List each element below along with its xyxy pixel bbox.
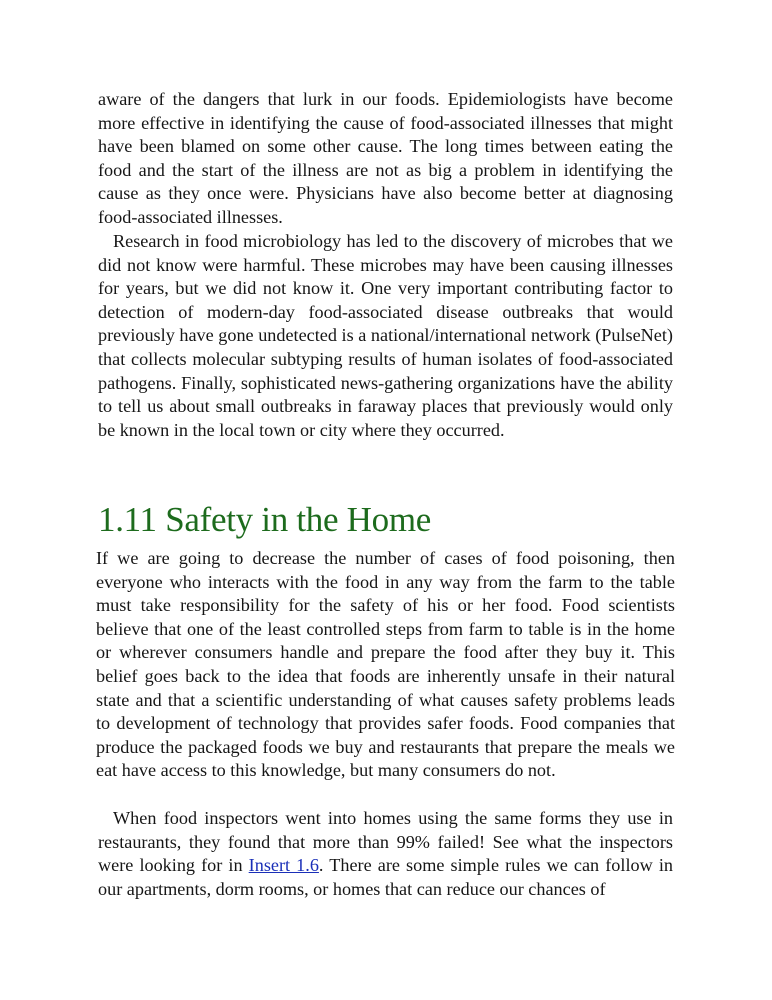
section-heading: 1.11 Safety in the Home	[98, 500, 431, 539]
insert-link[interactable]: Insert 1.6	[248, 855, 319, 876]
paragraph-safety-responsibility: If we are going to decrease the number of cases of food poisoning, then everyone who interacts with the food in any way from the farm to the table must take responsibility for the safety of his or her food. Food scientists believe that one of the least controlled steps from farm to table is in the home or wherever consumers handle and prepare the food after they buy it. This belief goes back to the idea that foods are inherently unsafe in their natural state and that a scientific understanding of what causes safety problems leads to development of technology that provides safer foods. Food companies that produce the packaged foods we buy and restaurants that prepare the meals we eat have access to this knowledge, but many consumers do not.	[96, 548, 675, 781]
paragraph-food-microbiology: Research in food microbiology has led to the discovery of microbes that we did not know were harmful. These microbes may have been causing illnesses for years, but we did not know it. One very important contributing factor to detection of modern-day food-associated disease outbreaks that would previously have gone undetected is a national/international network (PulseNet) that collects molecular subtyping results of human isolates of food-associated pathogens. Finally, sophisticated news-gathering organizations have the ability to tell us about small outbreaks in faraway places that previously would only be known in the local town or city where they occurred.	[98, 231, 673, 440]
paragraph-text-end: . There are some simple rules we can follow in our apartments, dorm rooms, or homes that can reduce our chances of	[98, 855, 673, 899]
paragraph-text-start: When food inspectors went into homes using the same forms they use in restaurants, they found that more than 99% failed! See what the inspectors were looking for in	[98, 808, 673, 876]
paragraph-home-inspections	[98, 807, 673, 901]
paragraph-epidemiology: aware of the dangers that lurk in our foods. Epidemiologists have become more effective in identifying the cause of food-associated illnesses that might have been blamed on some other cause. The long times between eating the food and the start of the illness are not as big a problem in identifying the cause as they once were. Physicians have also become better at diagnosing food-associated illnesses.	[98, 89, 673, 227]
